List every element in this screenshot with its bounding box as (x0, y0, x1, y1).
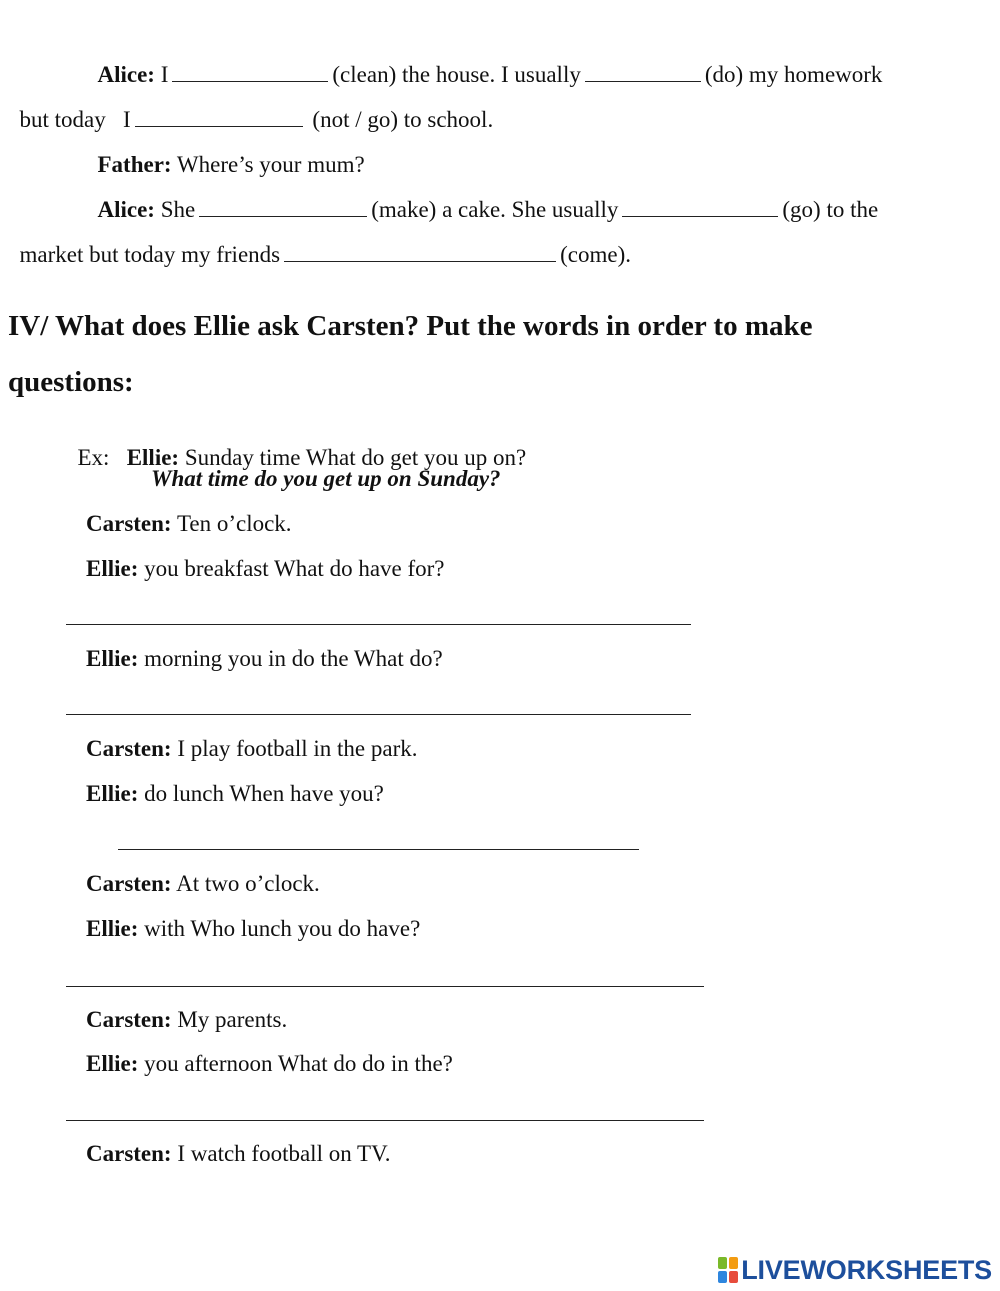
answer-line-4[interactable] (66, 986, 704, 987)
dialogue-line-father: Father: Where’s your mum? (97, 152, 365, 177)
speaker-label: Alice: (97, 197, 155, 222)
exchange-line: Carsten: I play football in the park. (86, 736, 418, 761)
speaker-label: Ellie: (86, 646, 139, 671)
exchange-line: Carsten: I watch football on TV. (86, 1141, 391, 1166)
answer-line-5[interactable] (66, 1120, 704, 1121)
fill-blank-make[interactable] (199, 198, 367, 217)
fill-blank-go[interactable] (622, 198, 778, 217)
speaker-label: Ellie: (86, 556, 139, 581)
dialogue-line-alice-2-cont: market but today my friends (come). (19, 242, 631, 267)
speaker-label: Ellie: (86, 1051, 139, 1076)
answer-line-2[interactable] (66, 714, 691, 715)
speaker-label: Carsten: (86, 1007, 172, 1032)
exchange-line: Ellie: you afternoon What do do in the? (86, 1051, 453, 1076)
exchange-line: Carsten: At two o’clock. (86, 871, 320, 896)
liveworksheets-logo-icon (718, 1257, 738, 1283)
fill-blank-come[interactable] (284, 243, 556, 262)
speaker-label: Ellie: (86, 781, 139, 806)
speaker-label: Carsten: (86, 871, 172, 896)
speaker-label: Ellie: (86, 916, 139, 941)
section-heading-cont: questions: (8, 366, 134, 398)
answer-line-1[interactable] (66, 624, 691, 625)
section-heading: IV/ What does Ellie ask Carsten? Put the words in order to make (8, 310, 813, 342)
exchange-line: Carsten: My parents. (86, 1007, 288, 1032)
liveworksheets-logo (718, 1253, 992, 1287)
dialogue-line-alice-1: Alice: I (clean) the house. I usually (do) my homework (97, 62, 883, 87)
logo-text: LIVEWORKSHEETS (741, 1254, 992, 1285)
answer-line-3[interactable] (118, 849, 639, 850)
speaker-label: Carsten: (86, 511, 172, 536)
fill-blank-clean[interactable] (172, 63, 328, 82)
dialogue-line-alice-2: Alice: She (make) a cake. She usually (go) to the (97, 197, 879, 222)
speaker-label: Carsten: (86, 1141, 172, 1166)
speaker-label: Father: (97, 152, 172, 177)
example-prompt: Ex: Ellie: Sunday time What do get you up on? (77, 445, 527, 470)
fill-blank-not-go[interactable] (135, 108, 303, 127)
exchange-line: Ellie: you breakfast What do have for? (86, 556, 445, 581)
example-prefix: Ex: (77, 445, 110, 470)
exchange-line: Carsten: Ten o’clock. (86, 511, 292, 536)
exchange-line: Ellie: with Who lunch you do have? (86, 916, 421, 941)
speaker-label: Carsten: (86, 736, 172, 761)
exchange-line: Ellie: morning you in do the What do? (86, 646, 443, 671)
exchange-line: Ellie: do lunch When have you? (86, 781, 384, 806)
dialogue-line-alice-1-cont: but today I (not / go) to school. (19, 107, 494, 132)
fill-blank-do[interactable] (585, 63, 701, 82)
example-answer: What time do you get up on Sunday? (151, 466, 501, 491)
speaker-label: Ellie: (126, 445, 180, 470)
speaker-label: Alice: (97, 62, 155, 87)
